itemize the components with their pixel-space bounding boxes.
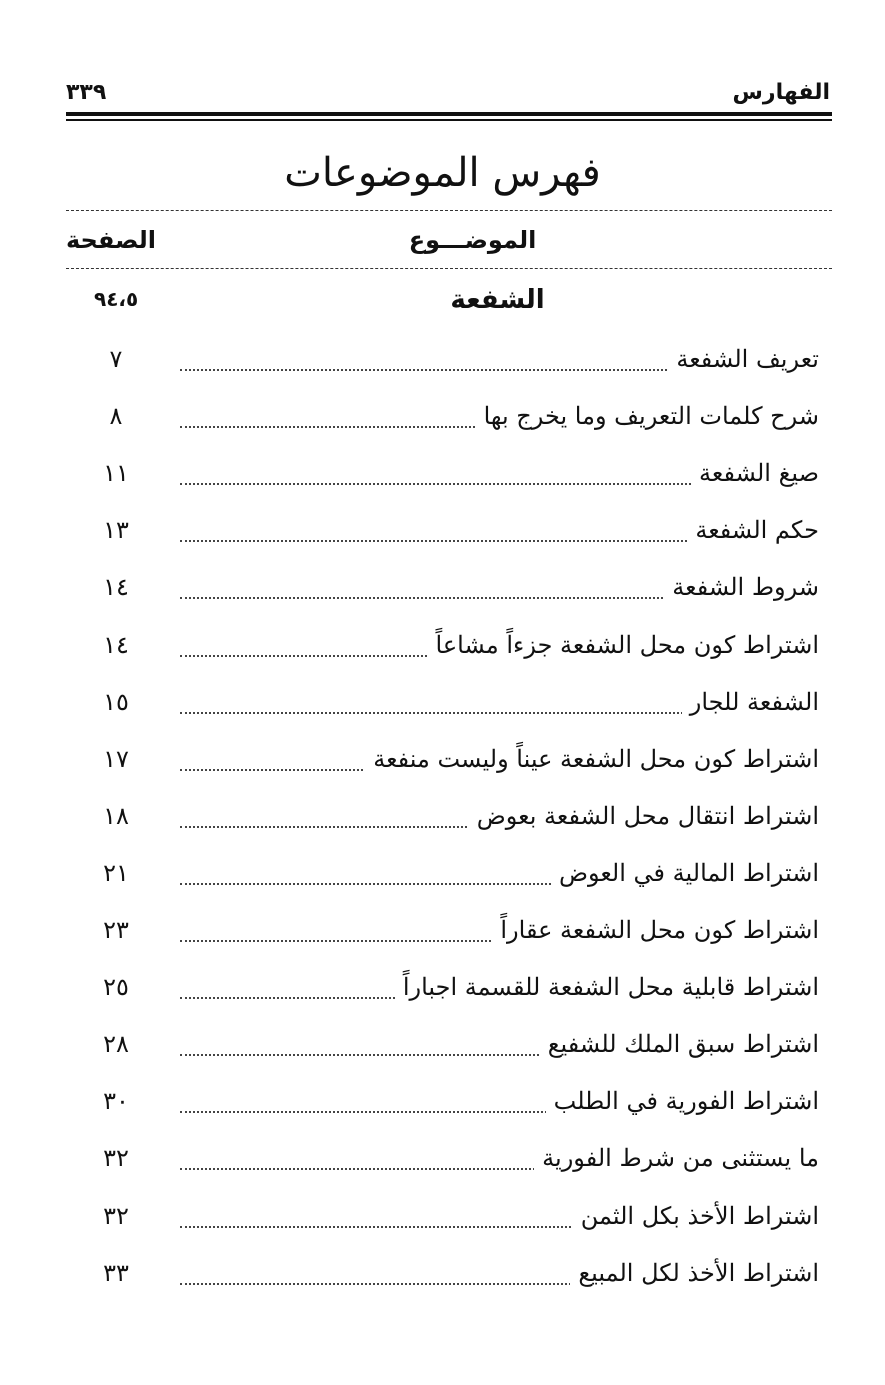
toc-entry-page: ١٧ [103,744,129,773]
running-header [66,80,830,110]
toc-entry-page: ١٥ [103,687,129,716]
toc-entry-page: ١٣ [103,516,129,545]
toc-entry-page: ٣٠ [103,1087,129,1116]
toc-entry-title: اشتراط انتقال محل الشفعة بعوض [469,802,819,830]
toc-entry [0,345,885,385]
toc-entry-page: ٨ [109,402,123,431]
section-title: الشفعة [450,285,545,315]
toc-entry [0,973,885,1013]
toc-entry-page: ١٨ [103,801,129,830]
toc-entry [0,1259,885,1299]
running-header-page-number: ٣٣٩ [66,80,107,105]
toc-entry-page: ١٤ [103,630,129,659]
toc-entry-page: ٣٢ [103,1201,129,1230]
toc-entry-page: ٢٨ [103,1030,129,1059]
toc-entry-page: ٧ [109,345,123,373]
toc-entry [0,1202,885,1242]
toc-entry-title: صيغ الشفعة [691,459,819,487]
toc-entry [0,459,885,499]
toc-entry-page: ٢٥ [103,973,129,1002]
toc-entry-page: ٢٣ [103,916,129,944]
toc-entry-title: شروط الشفعة [664,573,819,601]
toc-entry-page: ١٤ [103,573,129,602]
running-header-title: الفهارس [732,80,830,105]
toc-entry-title: اشتراط الأخذ لكل المبيع [570,1259,819,1287]
toc-entry-title: اشتراط الفورية في الطلب [546,1087,819,1115]
toc-entry [0,1030,885,1070]
header-rule-thin [66,119,832,121]
toc-entry [0,802,885,842]
toc-entry-title: اشتراط قابلية محل الشفعة للقسمة اجباراً [395,973,819,1001]
toc-entry [0,859,885,899]
toc-entry-title: حكم الشفعة [687,516,819,544]
toc-entry-title: تعريف الشفعة [668,345,819,373]
toc-entry [0,1087,885,1127]
column-header-topic: الموضـــوع [408,226,537,254]
toc-entry [0,745,885,785]
toc-entry-title: اشتراط كون محل الشفعة عيناً وليست منفعة [365,745,819,773]
toc-entry [0,573,885,613]
toc-entry-page: ٣٢ [103,1144,129,1173]
toc-entry [0,402,885,442]
toc-entry [0,688,885,728]
dashed-divider-bottom [66,268,832,269]
toc-entry-title: الشفعة للجار [682,688,819,716]
toc-entry-title: اشتراط كون محل الشفعة عقاراً [492,916,819,944]
dashed-divider-top [66,210,832,211]
toc-entry-title: شرح كلمات التعريف وما يخرج بها [476,402,819,430]
toc-entry [0,916,885,956]
toc-entry-title: اشتراط سبق الملك للشفيع [540,1030,819,1058]
toc-entry-page: ٢١ [103,858,129,887]
toc-entry-title: اشتراط الأخذ بكل الثمن [573,1202,819,1230]
toc-entry-title: اشتراط كون محل الشفعة جزءاً مشاعاً [428,631,819,659]
section-page-range: ٩٤،٥ [94,287,139,311]
toc-entry [0,1144,885,1184]
header-rule-thick [66,112,832,116]
toc-entry-title: ما يستثنى من شرط الفورية [534,1144,819,1172]
page-title: فهرس الموضوعات [284,150,601,196]
column-header-page: الصفحة [66,226,157,254]
toc-entry-title: اشتراط المالية في العوض [551,859,819,887]
toc-entry-page: ١١ [103,459,129,488]
toc-entry [0,516,885,556]
toc-entry [0,631,885,671]
toc-entry-page: ٣٣ [103,1258,129,1287]
